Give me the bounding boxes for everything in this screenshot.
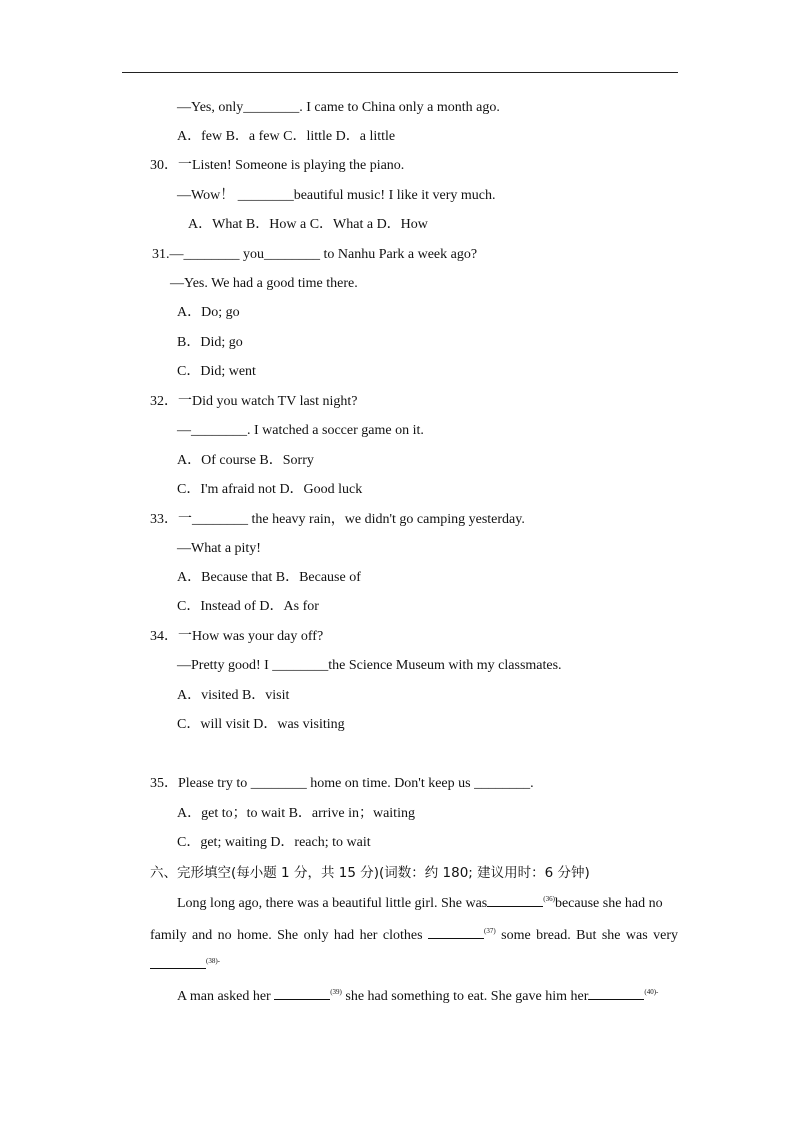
- blank-36: [487, 893, 543, 907]
- q30-answer-line: —Wow！ ________beautiful music! I like it very much.: [177, 188, 496, 203]
- passage-text: some bread. But she was very: [501, 928, 679, 943]
- blank-40: [588, 986, 644, 1000]
- blank-37: [428, 925, 484, 939]
- blank-number-36: (36): [543, 895, 555, 903]
- passage-text: family and no home. She only had her clothes: [150, 928, 423, 943]
- q31-option-a: A．Do; go: [177, 305, 240, 320]
- blank-number-38: (38)-: [206, 957, 220, 965]
- passage-line-1: [177, 893, 678, 913]
- q33-answer-line: —What a pity!: [177, 541, 261, 556]
- q31-question: 31.—________ you________ to Nanhu Park a week ago?: [152, 247, 478, 262]
- passage-line-2: [150, 925, 678, 945]
- blank-39: [274, 986, 330, 1000]
- q33-options-ab: A．Because that B．Because of: [177, 570, 361, 585]
- passage-line-4: [177, 986, 658, 1006]
- q30-question: 30．一Listen! Someone is playing the piano.: [150, 158, 405, 173]
- passage-line-3: [150, 955, 220, 975]
- q31-option-c: C．Did; went: [177, 364, 256, 379]
- section-six-heading: 六、完形填空(每小题 1 分，共 15 分)(词数：约 180; 建议用时：6 分钟): [150, 865, 590, 881]
- q35-options-cd: C．get; waiting D．reach; to wait: [177, 835, 371, 850]
- q29-options: A．few B．a few C．little D．a little: [177, 129, 396, 144]
- q34-answer-line: —Pretty good! I ________the Science Museum with my classmates.: [177, 658, 562, 673]
- passage-text: because she had no: [554, 896, 663, 911]
- blank-number-40: (40)-: [644, 988, 659, 996]
- q32-options-cd: C．I'm afraid not D．Good luck: [177, 482, 363, 497]
- q34-options-ab: A．visited B．visit: [177, 688, 290, 703]
- blank-number-39: (39): [330, 988, 342, 996]
- q31-answer-line: —Yes. We had a good time there.: [170, 276, 358, 291]
- q33-question: 33．一________ the heavy rain，we didn't go camping yesterday.: [150, 512, 525, 527]
- passage-text: Long long ago, there was a beautiful little girl. She was: [177, 896, 488, 911]
- passage-text: she had something to eat. She gave him her: [345, 989, 589, 1004]
- q32-answer-line: —________. I watched a soccer game on it.: [177, 423, 424, 438]
- q35-question: 35．Please try to ________ home on time. Don't keep us ________.: [150, 776, 534, 791]
- passage-text: A man asked her: [177, 989, 271, 1004]
- q29-answer-line: —Yes, only________. I came to China only a month ago.: [177, 100, 500, 115]
- blank-number-37: (37): [484, 927, 496, 935]
- q31-option-b: B．Did; go: [177, 335, 243, 350]
- q32-question: 32．一Did you watch TV last night?: [150, 394, 358, 409]
- header-rule: [122, 72, 678, 73]
- q34-options-cd: C．will visit D．was visiting: [177, 717, 345, 732]
- q35-options-ab: A．get to；to wait B．arrive in；waiting: [177, 806, 415, 821]
- q33-options-cd: C．Instead of D．As for: [177, 599, 319, 614]
- blank-38: [150, 955, 206, 969]
- q30-options: A．What B．How a C．What a D．How: [188, 217, 428, 232]
- q34-question: 34．一How was your day off?: [150, 629, 324, 644]
- q32-options-ab: A．Of course B．Sorry: [177, 453, 314, 468]
